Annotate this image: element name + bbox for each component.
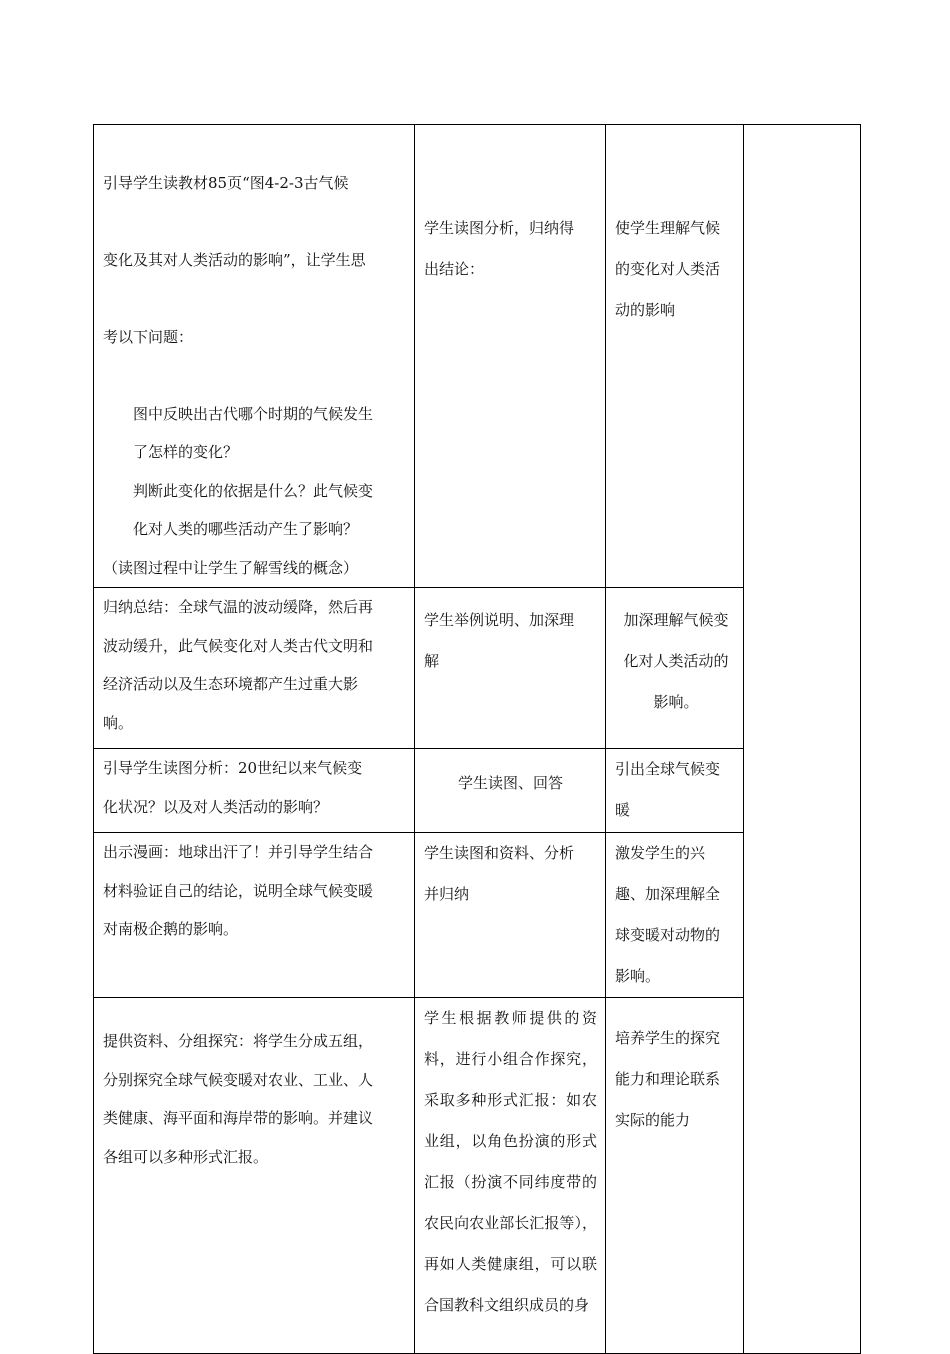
design-purpose-text: 引出全球气候变 暖 [615,760,721,819]
design-purpose-text: 使学生理解气候 的变化对人类活 动的影响 [615,219,721,319]
activity-cell [94,998,415,1354]
design-purpose-text: 激发学生的兴 趣、加深理解全 球变暖对动物的 影响。 [615,844,721,985]
notes-column [744,125,861,1354]
student-activity-text: 学生读图、回答 [457,774,563,792]
design-purpose-cell [606,833,744,998]
table-row [94,125,861,588]
design-purpose-cell [606,125,744,588]
student-activity-text: 学生根据教师提供的资料，进行小组合作探究，采取多种形式汇报：如农业组，以角色扮演的形式汇报（扮演不同纬度带的农民向农业部长汇报等），再如人类健康组，可以联合国教科文组织成员的身 [424,1009,597,1314]
activity-cell [94,749,415,833]
activity-note: （读图过程中让学生了解雪线的概念） [103,558,359,577]
lesson-plan-table [93,124,861,1354]
student-activity-cell [415,998,606,1354]
activity-text [94,125,414,395]
question-1: 图中反映出古代哪个时期的气候发生 了怎样的变化？ [133,404,374,461]
design-purpose-cell [606,588,744,749]
activity-cell [94,833,415,998]
activity-line: 考以下问题： [103,327,194,346]
design-purpose-text: 加深理解气候变 化对人类活动的 影响。 [623,611,729,711]
activity-text: 归纳总结：全球气温的波动缓降，然后再 波动缓升，此气候变化对人类古代文明和 经济活动以及生态环境都产生过重大影 响。 [103,598,374,732]
activity-text: 出示漫画：地球出汗了！并引导学生结合 材料验证自己的结论，说明全球气候变暖 对南极企鹅的影响。 [103,843,374,938]
activity-text: 引导学生读图分析：20世纪以来气候变 化状况？以及对人类活动的影响？ [103,759,363,816]
activity-text: 提供资料、分组探究：将学生分成五组， 分别探究全球气候变暖对农业、工业、人 类健康、海平面和海岸带的影响。并建议 各组可以多种形式汇报。 [103,1032,374,1166]
activity-line: 变化及其对人类活动的影响”，让学生思 [103,250,366,269]
question-2: 判断此变化的依据是什么？此气候变 化对人类的哪些活动产生了影响？ [133,481,374,538]
activity-cell [94,125,415,588]
student-activity-cell [415,833,606,998]
activity-line: 引导学生读教材85页“图4-2-3古气候 [103,173,349,192]
student-activity-text: 学生读图分析，归纳得 出结论： [424,219,575,278]
student-activity-text: 学生举例说明、加深理 解 [424,611,575,670]
design-purpose-cell [606,749,744,833]
activity-cell [94,588,415,749]
student-activity-cell [415,749,606,833]
design-purpose-text: 培养学生的探究 能力和理论联系 实际的能力 [615,1029,721,1129]
student-activity-cell [415,588,606,749]
student-activity-cell [415,125,606,588]
student-activity-text: 学生读图和资料、分析 并归纳 [424,844,575,903]
design-purpose-cell [606,998,744,1354]
